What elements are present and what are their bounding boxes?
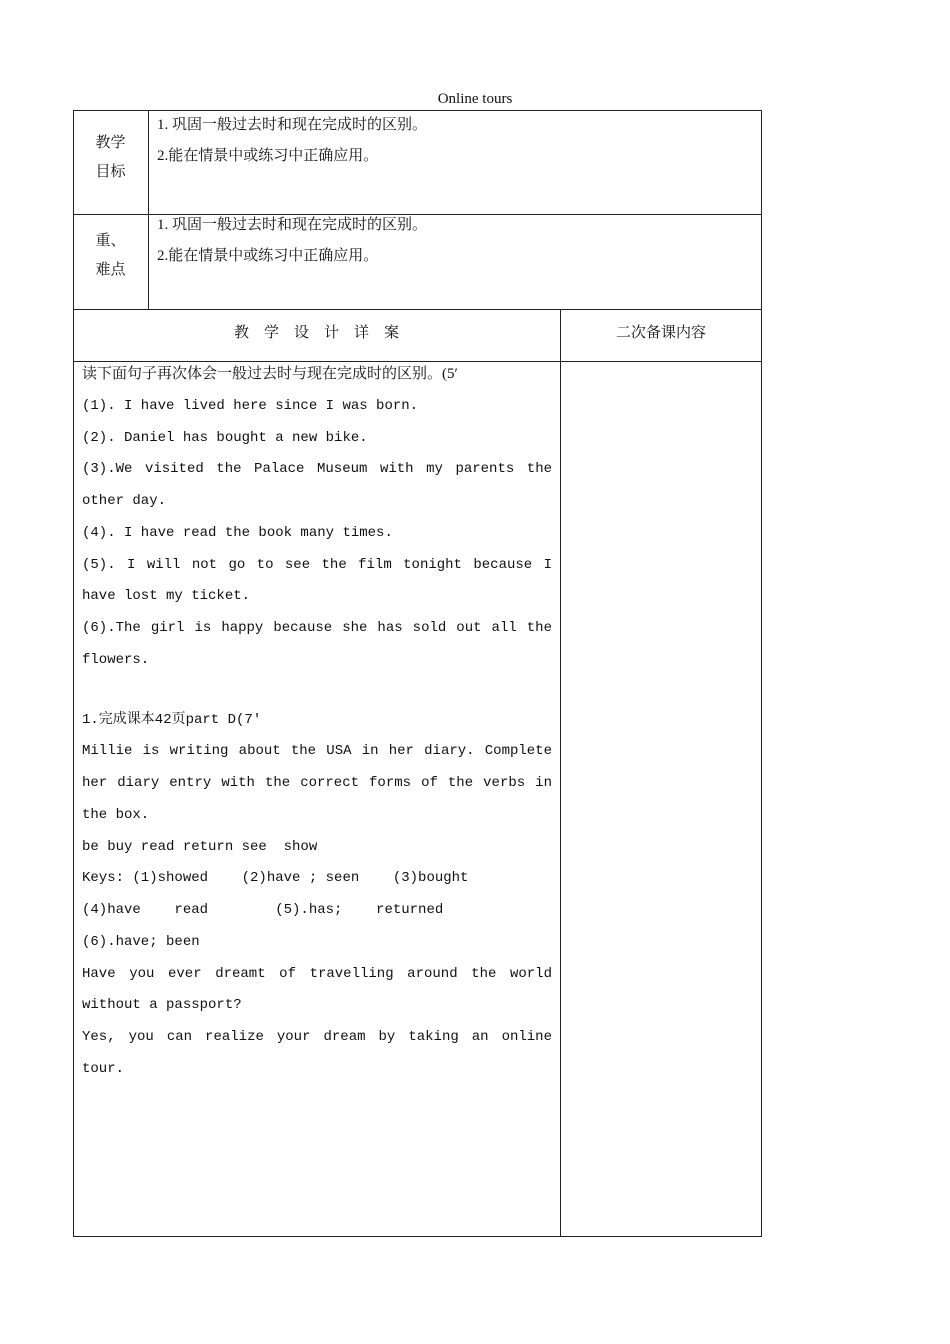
keys-line: Keys: (1)showed (2)have ; seen (3)bought [82,870,469,887]
objective-item: 2.能在情景中或练习中正确应用。 [157,148,379,164]
word-box-line: be buy read return see show [82,838,318,855]
task-text-line: Millie is writing about the USA in her diary. Complete [82,743,552,760]
key-point-item: 1. 巩固一般过去时和现在完成时的区别。 [157,217,428,233]
sentence-line: (2). Daniel has bought a new bike. [82,429,368,446]
task-line: 1.完成课本42页part D(7′ [82,711,262,728]
table-border-bottom [73,1236,762,1237]
objectives-label-line: 教学 [95,135,126,151]
sentence-line: (1). I have lived here since I was born. [82,397,419,414]
task-text-line: her diary entry with the correct forms of the verbs in [82,775,552,791]
sentence-line: (4). I have read the book many times. [82,524,393,541]
keys-line: (4)have read (5).has; returned [82,902,444,918]
sentence-line: (5). I will not go to see the film tonight because I [82,556,552,573]
objectives-content [157,110,427,172]
design-header: 教 学 设 计 详 案 [233,325,399,341]
answer-line: Yes, you can realize your dream by taking an online [82,1029,552,1045]
key-points-label-line: 重、 [95,233,126,249]
key-points-content [157,210,427,272]
design-content [82,359,552,1086]
second-prep-header: 二次备课内容 [615,325,706,341]
intro-line: 读下面句子再次体会一般过去时与现在完成时的区别。(5′ [82,366,458,382]
sentence-line: flowers. [82,651,150,668]
sentence-line: (6).The girl is happy because she has sold out all the [82,620,552,636]
lesson-plan-table [73,110,762,1237]
sentence-line: (3).We visited the Palace Museum with my parents the [82,461,552,478]
sentence-line: other day. [82,493,167,509]
task-text-line: the box. [82,806,150,823]
question-line: Have you ever dreamt of travelling around the world [82,965,552,982]
second-prep-notes-area [561,362,760,1235]
sentence-line: have lost my ticket. [82,588,251,605]
key-point-item: 2.能在情景中或练习中正确应用。 [157,248,379,264]
objectives-label-line: 目标 [95,164,126,180]
page-title: Online tours [437,91,513,107]
table-border-right [761,110,762,1237]
answer-line: tour. [82,1060,125,1077]
key-points-label [73,227,148,285]
key-points-label-line: 难点 [95,262,126,278]
keys-line: (6).have; been [82,933,200,950]
row-divider [73,309,762,310]
objective-item: 1. 巩固一般过去时和现在完成时的区别。 [157,117,428,133]
label-column-divider [148,110,149,310]
question-line: without a passport? [82,997,242,1014]
objectives-label [73,129,148,187]
blank-line [82,677,552,705]
